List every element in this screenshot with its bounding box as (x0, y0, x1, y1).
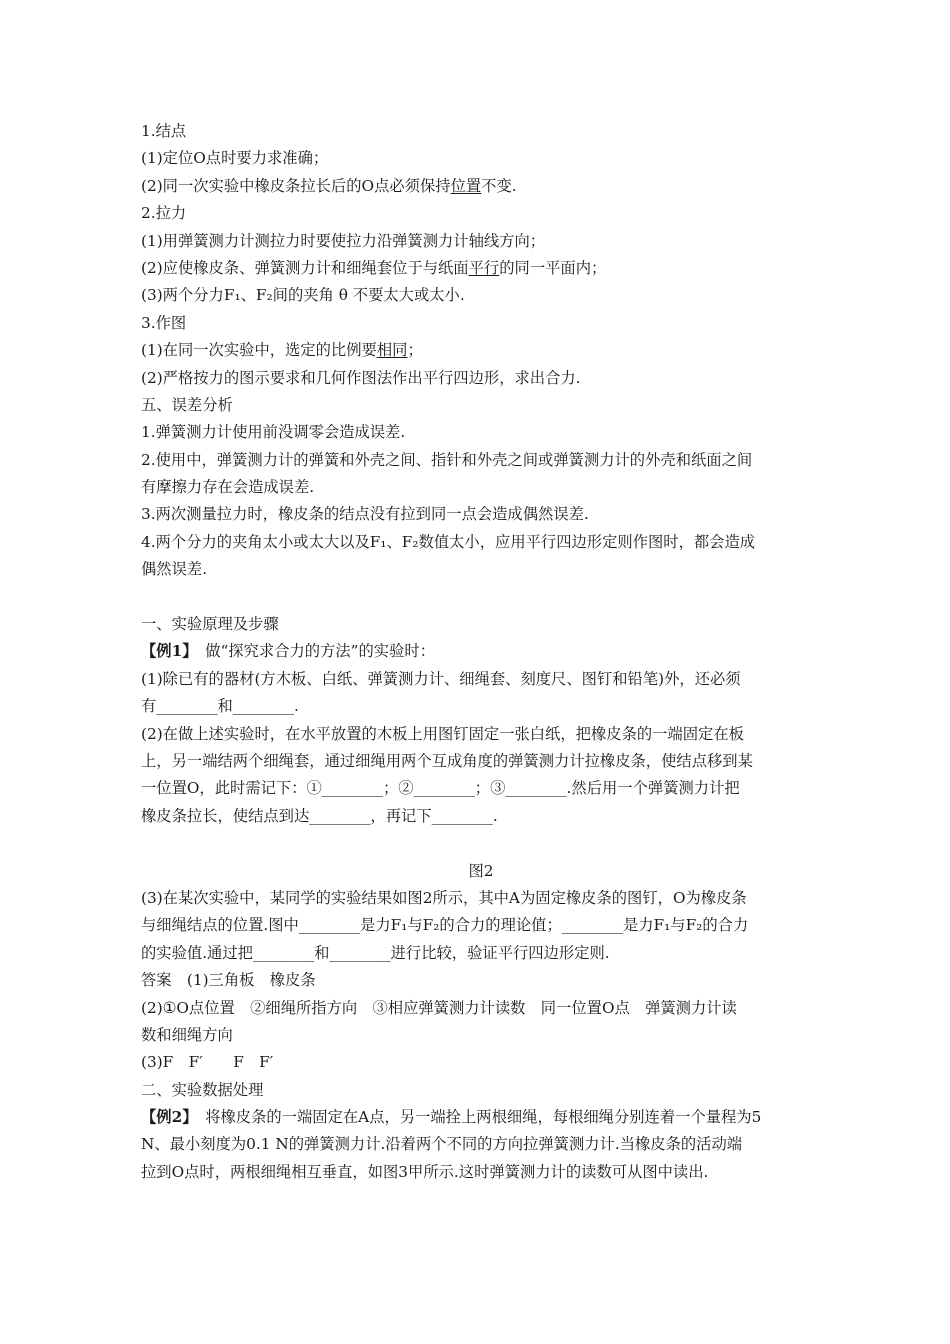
text-line: (2)①O点位置 ②细绳所指方向 ③相应弹簧测力计读数 同一位置O点 弹簧测力计读 (141, 998, 737, 1017)
text-line (141, 173, 821, 200)
text-line: 2.拉力 (141, 204, 187, 223)
blank-line (141, 584, 821, 611)
document-body (141, 118, 821, 1186)
example-label: 【例2】 (141, 1108, 190, 1127)
text-line: 偶然误差. (141, 560, 208, 579)
text-span: 不变. (481, 176, 517, 195)
text-span: 做“探究求合力的方法”的实验时： (189, 642, 435, 661)
text-line (141, 255, 821, 282)
underlined-term: 平行 (468, 258, 500, 277)
text-span: (2)同一次实验中橡皮条拉长后的O点必须保持 (141, 176, 451, 195)
text-span: (1)在同一次实验中，选定的比例要 (141, 341, 377, 360)
text-line: 一、实验原理及步骤 (141, 615, 279, 634)
text-line: 3.两次测量拉力时，橡皮条的结点没有拉到同一点会造成偶然误差. (141, 505, 589, 524)
text-line (141, 337, 821, 364)
text-line: 数和细绳方向 (141, 1025, 233, 1044)
example-label: 【例1】 (141, 642, 190, 661)
text-line: 上，另一端结两个细绳套，通过细绳用两个互成角度的弹簧测力计拉橡皮条，使结点移到某 (141, 751, 753, 770)
text-line (141, 638, 821, 665)
text-line: 五、误差分析 (141, 395, 233, 414)
text-line: 2.使用中，弹簧测力计的弹簧和外壳之间、指针和外壳之间或弹簧测力计的外壳和纸面之间 (141, 450, 753, 469)
text-line: 3.作图 (141, 313, 187, 332)
text-line: 的实验值.通过把________和________进行比较，验证平行四边形定则. (141, 943, 610, 962)
text-line: 1.结点 (141, 122, 187, 140)
text-line: 与细绳结点的位置.图中________是力F₁与F₂的合力的理论值；________是力F₁与F₂的合力 (141, 916, 749, 935)
text-line: (1)用弹簧测力计测拉力时要使拉力沿弹簧测力计轴线方向； (141, 231, 546, 250)
text-line: 二、实验数据处理 (141, 1080, 264, 1099)
text-line: (3)两个分力F₁、F₂间的夹角 θ 不要太大或太小. (141, 286, 465, 305)
text-line: (1)定位O点时要力求准确； (141, 149, 329, 168)
figure-caption: 图2 (468, 861, 494, 880)
text-line: N、最小刻度为0.1 N的弹簧测力计.沿着两个不同的方向拉弹簧测力计.当橡皮条的活动端 (141, 1135, 743, 1154)
text-line: 橡皮条拉长，使结点到达________，再记下________. (141, 806, 498, 825)
text-line: (1)除已有的器材(方木板、白纸、弹簧测力计、细绳套、刻度尺、图钉和铅笔)外，还必须 (141, 669, 741, 688)
text-line (141, 1104, 821, 1131)
text-line: 一位置O，此时需记下：①________；②________；③________.然后用一个弹簧测力计把 (141, 779, 740, 798)
text-span: 将橡皮条的一端固定在A点，另一端拴上两根细绳，每根细绳分别连着一个量程为5 (189, 1108, 762, 1127)
text-line: 有________和________. (141, 697, 299, 716)
text-span: ； (407, 341, 423, 360)
text-line: 1.弹簧测力计使用前没调零会造成误差. (141, 423, 406, 442)
text-line: 拉到O点时，两根细绳相互垂直，如图3甲所示.这时弹簧测力计的读数可从图中读出. (141, 1162, 709, 1181)
text-line: (3)在某次实验中，某同学的实验结果如图2所示，其中A为固定橡皮条的图钉，O为橡皮条 (141, 888, 747, 907)
text-span: 的同一平面内； (499, 258, 607, 277)
text-line: 答案 (1)三角板 橡皮条 (141, 971, 316, 990)
blank-line (141, 830, 821, 857)
underlined-term: 位置 (450, 176, 482, 195)
text-line: 4.两个分力的夹角太小或太大以及F₁、F₂数值太小，应用平行四边形定则作图时，都会造成 (141, 532, 756, 551)
text-line: 有摩擦力存在会造成误差. (141, 478, 315, 497)
text-line: (3)F F′ F F′ (141, 1053, 274, 1072)
text-line: (2)严格按力的图示要求和几何作图法作出平行四边形，求出合力. (141, 368, 581, 387)
text-span: (2)应使橡皮条、弹簧测力计和细绳套位于与纸面 (141, 258, 469, 277)
text-line: (2)在做上述实验时，在水平放置的木板上用图钉固定一张白纸，把橡皮条的一端固定在板 (141, 724, 744, 743)
underlined-term: 相同 (376, 341, 408, 360)
